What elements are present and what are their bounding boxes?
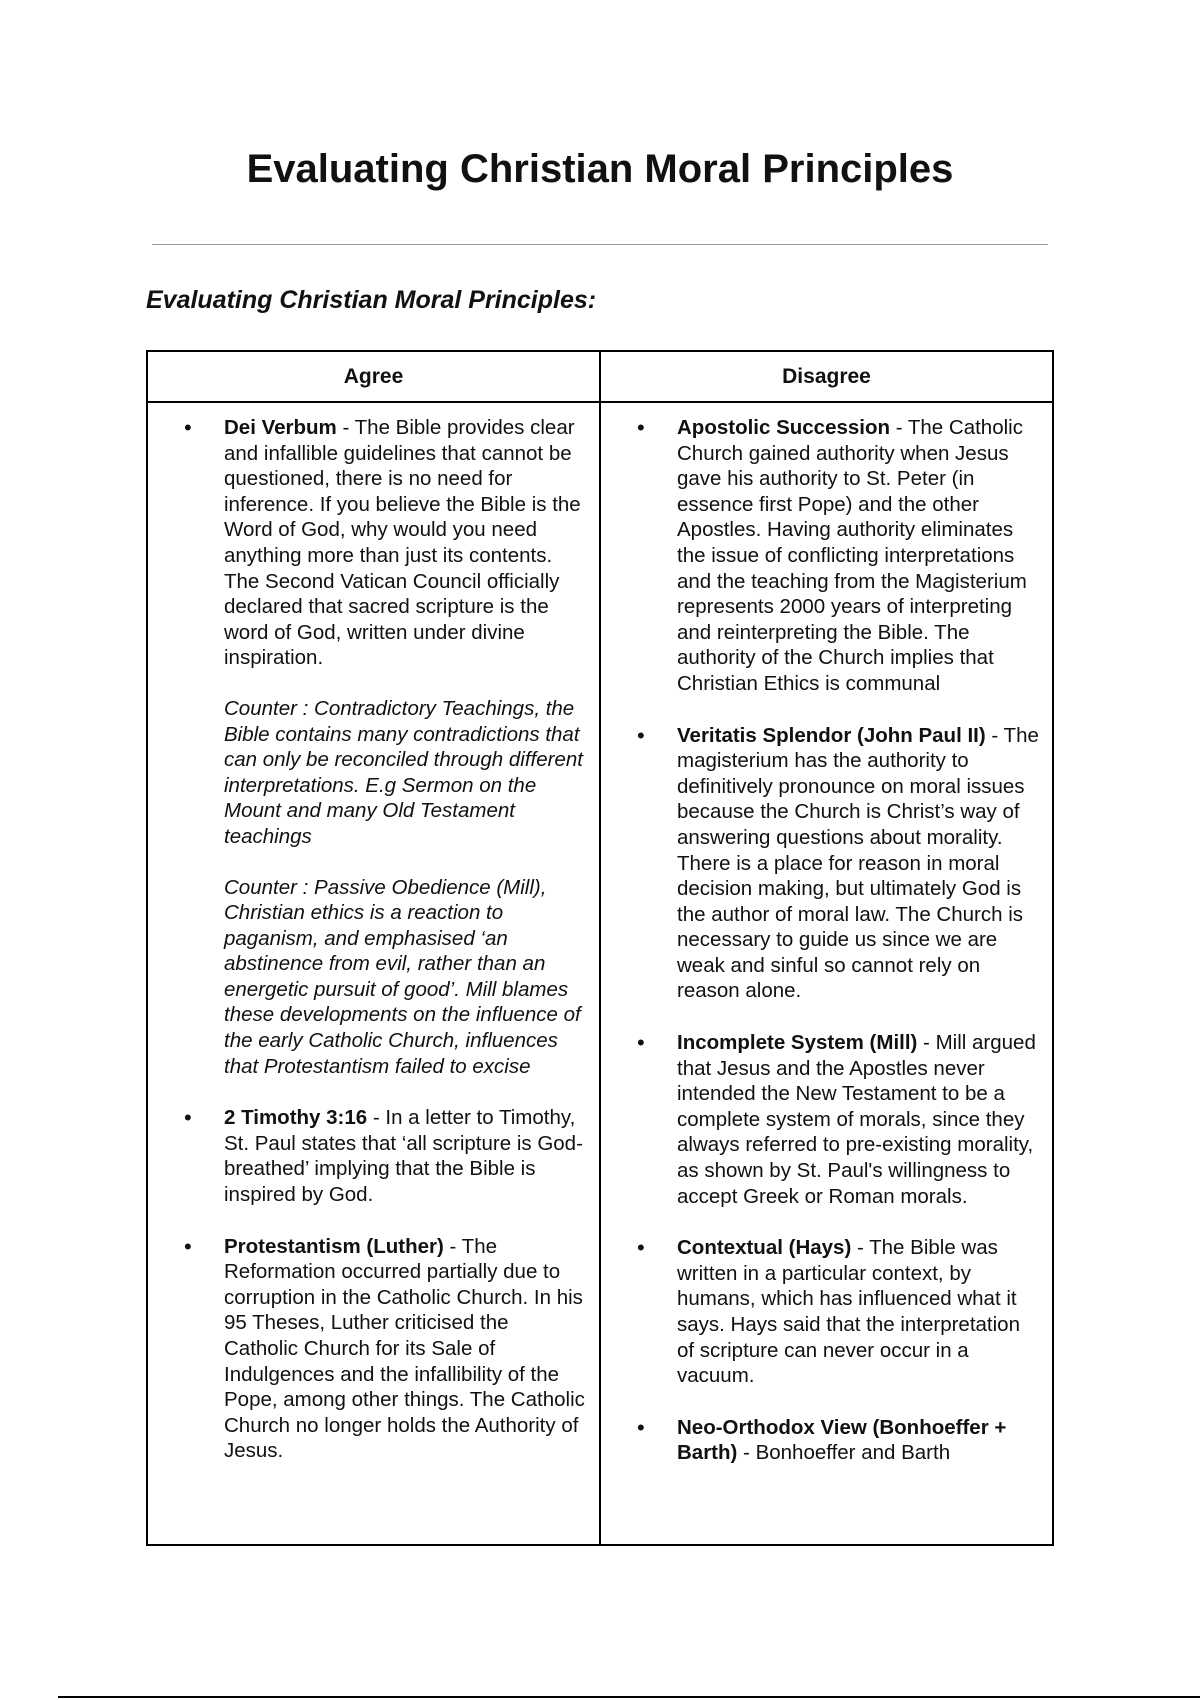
disagree-item-apostolic-succession [637, 415, 1040, 697]
item-text: - In a letter to Timothy, St. Paul states that ‘all scripture is God-breathed’ implying that the Bible is inspired by God. [224, 1106, 583, 1207]
item-term: 2 Timothy 3:16 [224, 1106, 368, 1130]
item-text: - Bonhoeffer and Barth [737, 1441, 951, 1465]
agree-item-dei-verbum [184, 415, 587, 1079]
item-text: - The Bible was written in a particular context, by humans, which has influenced what it says. Hays said that the interpretation of scripture can never occur in a vacuum. [677, 1236, 1020, 1388]
agree-item-2-timothy [184, 1105, 587, 1207]
horizontal-rule [152, 244, 1048, 245]
item-text: - Mill argued that Jesus and the Apostles never intended the New Testament to be a complete system of morals, since they always referred to pre-existing morality, as shown by St. Paul's willingness to accept Greek or Roman morals. [677, 1031, 1036, 1208]
comparison-table [146, 350, 1054, 1546]
item-term: Neo-Orthodox View (Bonhoeffer + Barth) [677, 1415, 1007, 1465]
disagree-item-contextual [637, 1235, 1040, 1389]
header-disagree: Disagree [782, 365, 871, 388]
item-text: - The Bible provides clear and infallible guidelines that cannot be questioned, there is no need for inference. If you believe the Bible is the Word of God, why would you need anything more than just its contents. The Second Vatican Council officially declared that sacred scripture is the word of God, written under divine inspiration. [224, 416, 581, 670]
section-heading: Evaluating Christian Moral Principles: [146, 286, 597, 314]
item-term: Contextual (Hays) [677, 1236, 852, 1260]
page-title: Evaluating Christian Moral Principles [246, 147, 954, 191]
agree-column [148, 403, 601, 1544]
item-term: Incomplete System (Mill) [677, 1031, 918, 1055]
item-term: Veritatis Splendor (John Paul II) [677, 723, 986, 747]
disagree-item-incomplete-system [637, 1030, 1040, 1209]
counter-passive-obedience: Counter : Passive Obedience (Mill), Christian ethics is a reaction to paganism, and emphasised ‘an abstinence from evil, rather than an energetic pursuit of good’. Mill blames these developments on the influence of the early Catholic Church, influences that Protestantism failed to excise [224, 875, 581, 1078]
disagree-item-veritatis-splendor [637, 723, 1040, 1005]
disagree-list [637, 415, 1040, 1466]
disagree-item-neo-orthodox [637, 1415, 1040, 1466]
disagree-column [601, 403, 1052, 1544]
item-term: Dei Verbum [224, 416, 337, 439]
item-text: - The magisterium has the authority to definitively pronounce on moral issues because the Church is Christ’s way of answering questions about morality. There is a place for reason in moral decision making, but ultimately God is the author of moral law. The Church is necessary to guide us since we are weak and sinful so cannot rely on reason alone. [677, 723, 1039, 1003]
item-term: Protestantism (Luther) [224, 1234, 444, 1258]
table-header-row [148, 352, 1052, 403]
item-text: - The Reformation occurred partially due to corruption in the Catholic Church. In his 95 Theses, Luther criticised the Catholic Church for its Sale of Indulgences and the infallibility of the Pope, among other things. The Catholic Church no longer holds the Authority of Jesus. [224, 1234, 585, 1463]
table-body-row [148, 403, 1052, 1544]
page-bottom-rule [58, 1696, 1200, 1698]
header-agree: Agree [148, 352, 601, 401]
agree-item-protestantism [184, 1234, 587, 1464]
item-term: Apostolic Succession [677, 416, 891, 439]
agree-list [184, 415, 587, 1464]
counter-contradictory-teachings: Counter : Contradictory Teachings, the Bible contains many contradictions that can only be reconciled through different interpretations. E.g Sermon on the Mount and many Old Testament teachings [224, 696, 583, 848]
item-text: - The Catholic Church gained authority when Jesus gave his authority to St. Peter (in essence first Pope) and the other Apostles. Having authority eliminates the issue of conflicting interpretations and the teaching from the Magisterium represents 2000 years of interpreting and reinterpreting the Bible. The authority of the Church implies that Christian Ethics is communal [677, 416, 1027, 695]
